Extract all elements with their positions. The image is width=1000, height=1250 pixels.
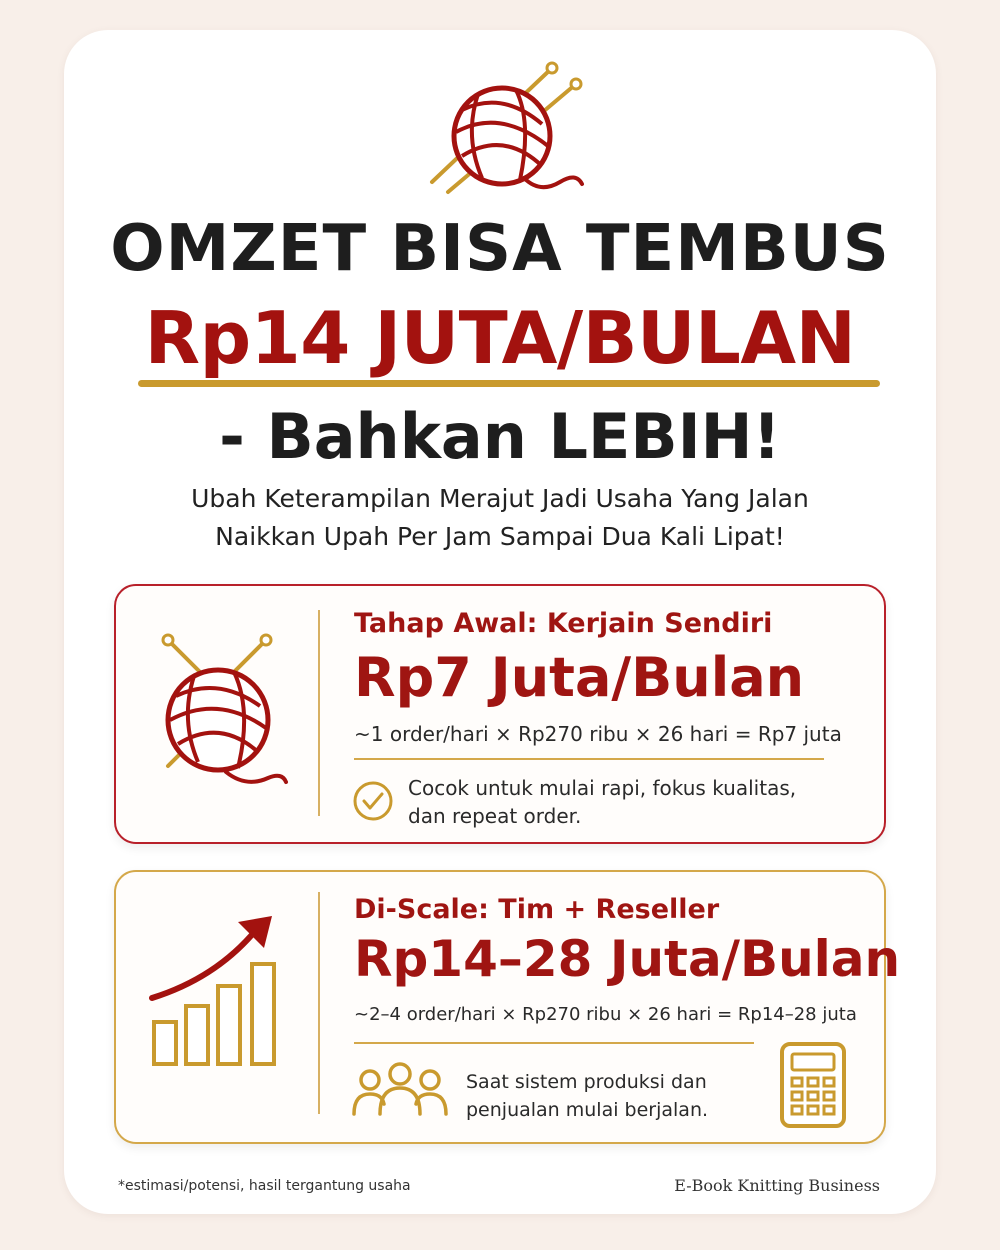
tier-card-start (114, 584, 886, 844)
tier-note-line-2: penjualan mulai berjalan. (466, 1099, 709, 1121)
tier-note (466, 1068, 708, 1124)
tier-formula: ~1 order/hari × Rp270 ribu × 26 hari = Rp7 juta (354, 722, 842, 746)
tier-title: Tahap Awal: Kerjain Sendiri (354, 608, 773, 639)
headline-line-2: Rp14 JUTA/BULAN (144, 296, 856, 380)
disclaimer: *estimasi/potensi, hasil tergantung usaha (118, 1178, 411, 1194)
subheadline-line-1: Ubah Keterampilan Merajut Jadi Usaha Yang Jalan (191, 484, 809, 513)
check-circle-icon (352, 780, 394, 822)
tier-amount: Rp14–28 Juta/Bulan (354, 930, 901, 988)
headline-line-1: OMZET BISA TEMBUS (110, 212, 890, 286)
yarn-ball-icon (160, 632, 292, 788)
tier-formula: ~2–4 order/hari × Rp270 ribu × 26 hari = Rp14–28 juta (354, 1004, 857, 1025)
tier-divider (318, 610, 320, 816)
tier-card-scale (114, 870, 901, 1144)
brand-label: E-Book Knitting Business (674, 1176, 880, 1195)
headline-line-3: - Bahkan LEBIH! (219, 400, 781, 473)
tier-separator (354, 1042, 754, 1044)
subheadline (0, 480, 1000, 556)
tier-note (408, 774, 796, 830)
yarn-ball-icon (420, 60, 590, 200)
tier-note-line-1: Saat sistem produksi dan (466, 1071, 707, 1093)
subheadline-line-2: Naikkan Upah Per Jam Sampai Dua Kali Lipat! (215, 522, 785, 551)
headline-underline (138, 380, 880, 387)
tier-divider (318, 892, 320, 1114)
growth-chart-icon (146, 912, 286, 1072)
tier-separator (354, 758, 824, 760)
tier-note-line-2: dan repeat order. (408, 804, 582, 828)
team-icon (350, 1062, 450, 1118)
tier-note-line-1: Cocok untuk mulai rapi, fokus kualitas, (408, 776, 797, 800)
tier-title: Di-Scale: Tim + Reseller (354, 894, 720, 925)
tier-amount: Rp7 Juta/Bulan (354, 646, 805, 709)
calculator-icon (778, 1040, 848, 1130)
